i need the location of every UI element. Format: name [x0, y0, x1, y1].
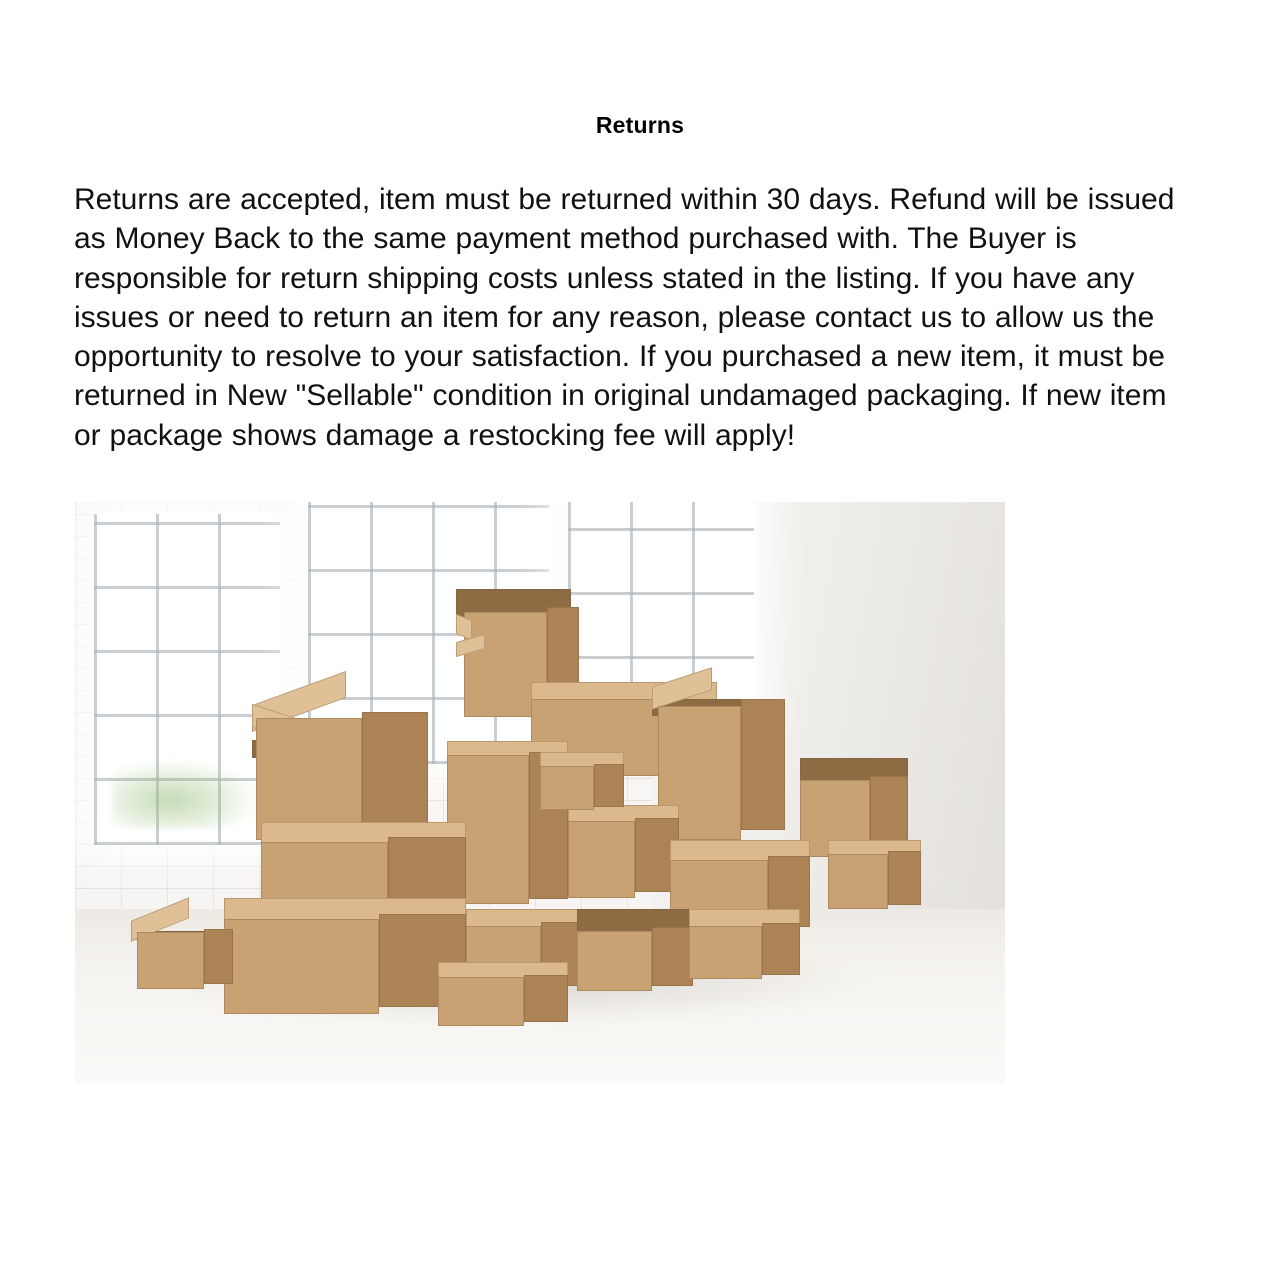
box-bottom-right [689, 909, 801, 979]
box-bottom-center-b [438, 962, 568, 1026]
window-foliage [112, 758, 261, 828]
box-mid-medium [568, 805, 680, 898]
box-bottom-center-open [577, 909, 698, 990]
box-left-open-large [252, 688, 457, 839]
box-bottom-left-open [131, 909, 243, 990]
box-far-right-small [828, 840, 921, 910]
boxes-photo [75, 502, 1005, 1084]
room-illustration [75, 502, 1005, 1084]
page-title: Returns [595, 112, 685, 138]
returns-policy-text: Returns are accepted, item must be returned within 30 days. Refund will be issued as Money Back to the same payment method purchased with. The Buyer is responsible for return shipping costs unless stated in the listing. If you have any issues or need to return an item for any reason, please contact us to allow us the opportunity to resolve to your satisfaction. If you purchased a new item, it must be returned in New "Sellable" condition in original undamaged packaging. If new item or package shows damage a restocking fee will apply! [74, 183, 1175, 452]
box-small-upper-center [540, 752, 624, 810]
box-bottom-front-left [224, 898, 466, 1014]
